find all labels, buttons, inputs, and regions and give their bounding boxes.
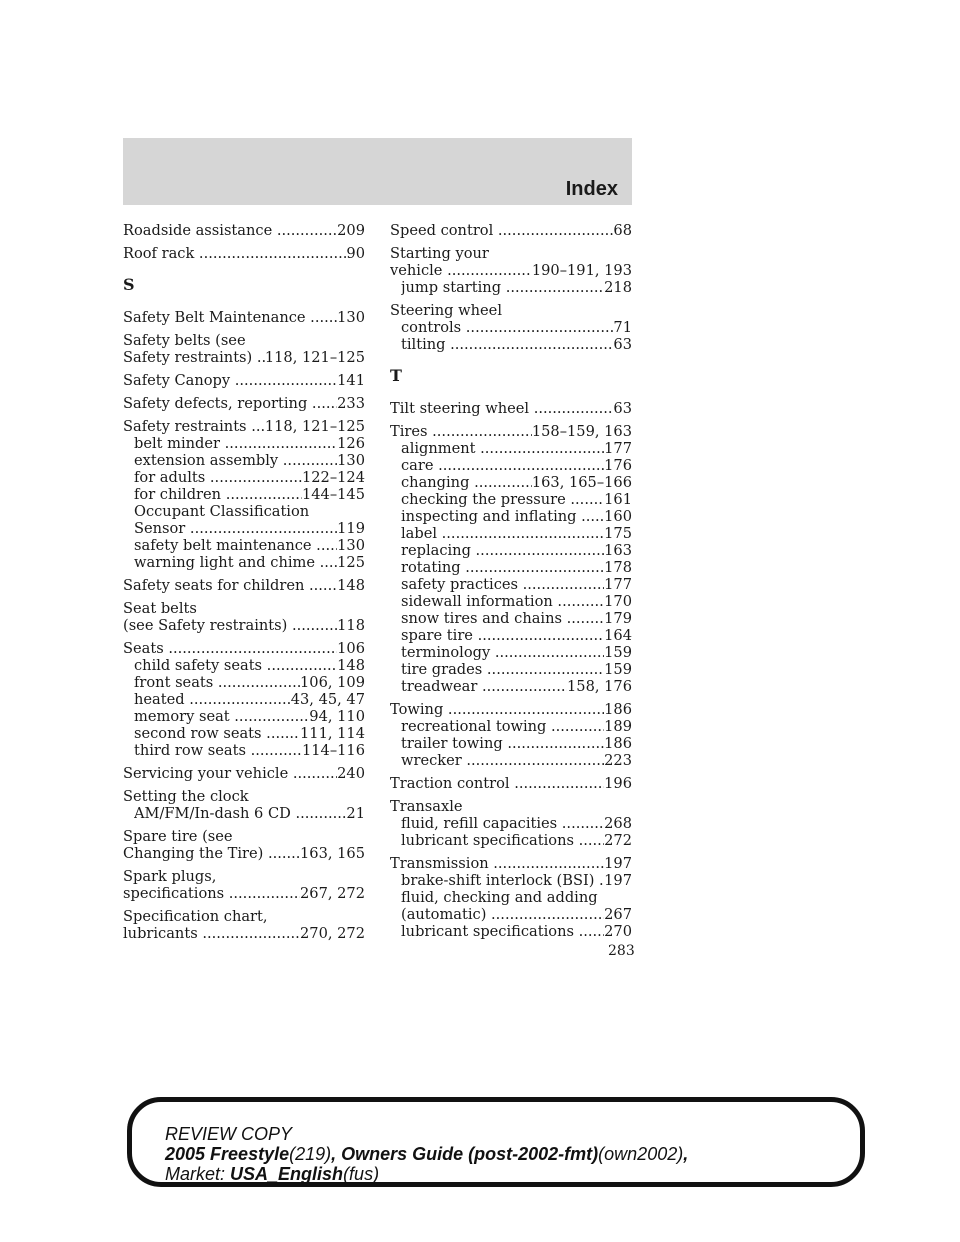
index-term: Roof rack ..... xyxy=(123,245,346,262)
index-page-ref: 43, 45, 47 xyxy=(290,691,365,708)
index-subentry xyxy=(390,661,632,678)
index-page-ref: 209 xyxy=(337,222,365,239)
index-term: for adults ..... xyxy=(134,469,302,486)
index-entry-line xyxy=(123,309,365,326)
index-term: (see Safety restraints) ..... xyxy=(123,617,337,634)
index-entry-text: Safety belts (see xyxy=(123,332,246,349)
index-entry-text: Spark plugs, xyxy=(123,868,217,885)
index-page-ref: 63 xyxy=(613,336,632,353)
index-entry xyxy=(390,302,632,353)
index-page-ref: 148 xyxy=(337,657,365,674)
index-term: tilting ..... xyxy=(401,336,613,353)
index-page-ref: 119 xyxy=(337,520,365,537)
index-page-ref: 21 xyxy=(346,805,365,822)
index-entry xyxy=(123,245,365,262)
index-term: memory seat ..... xyxy=(134,708,309,725)
index-entry-text: fluid, checking and adding xyxy=(401,889,598,906)
index-page-ref: 158, 176 xyxy=(567,678,632,695)
index-page-ref: 163, 165–166 xyxy=(531,474,632,491)
index-term: Seats ..... xyxy=(123,640,337,657)
index-entry xyxy=(390,701,632,769)
index-page-ref: 141 xyxy=(337,372,365,389)
index-entry-line xyxy=(123,395,365,412)
index-entry xyxy=(390,423,632,695)
index-page-ref: 106, 109 xyxy=(300,674,365,691)
index-entry-line xyxy=(123,577,365,594)
index-page-ref: 122–124 xyxy=(301,469,365,486)
index-entry-line xyxy=(123,925,365,942)
index-term: lubricants ..... xyxy=(123,925,300,942)
index-term: care ..... xyxy=(401,457,604,474)
index-page-ref: 106 xyxy=(337,640,365,657)
index-term: lubricant specifications ..... xyxy=(401,923,604,940)
index-term: treadwear ..... xyxy=(401,678,567,695)
index-term: specifications ..... xyxy=(123,885,300,902)
index-subentry xyxy=(390,815,632,832)
index-entry xyxy=(123,788,365,822)
index-entry-line xyxy=(123,640,365,657)
index-entry-line xyxy=(390,775,632,792)
index-page-ref: 197 xyxy=(604,855,632,872)
index-page-ref: 111, 114 xyxy=(300,725,365,742)
index-entry-line xyxy=(390,423,632,440)
index-entry xyxy=(123,332,365,366)
index-entry xyxy=(123,372,365,389)
index-page-ref: 130 xyxy=(337,309,365,326)
index-page-ref: 267, 272 xyxy=(300,885,365,902)
review-market-label: Market: xyxy=(165,1164,226,1184)
index-subentry xyxy=(390,906,632,923)
index-page-ref: 144–145 xyxy=(301,486,365,503)
index-column-left xyxy=(123,222,365,948)
index-term: recreational towing ..... xyxy=(401,718,604,735)
index-entry-line xyxy=(123,222,365,239)
index-page-ref: 270, 272 xyxy=(300,925,365,942)
index-term: rotating ..... xyxy=(401,559,604,576)
index-page-ref: 186 xyxy=(604,735,632,752)
index-term: replacing ..... xyxy=(401,542,604,559)
index-page-ref: 170 xyxy=(604,593,632,610)
index-term: alignment ..... xyxy=(401,440,604,457)
page-title: Index xyxy=(565,178,618,200)
index-page-ref: 218 xyxy=(604,279,632,296)
index-subentry xyxy=(390,336,632,353)
index-subentry xyxy=(390,718,632,735)
index-page-ref: 189 xyxy=(604,718,632,735)
page-number: 283 xyxy=(608,943,635,959)
index-entry-text: Transaxle xyxy=(390,798,463,815)
index-page-ref: 161 xyxy=(604,491,632,508)
index-entry-line xyxy=(390,400,632,417)
index-entry-text: Setting the clock xyxy=(123,788,249,805)
index-term: lubricant specifications ..... xyxy=(401,832,604,849)
index-subentry xyxy=(390,457,632,474)
index-entry xyxy=(123,868,365,902)
index-subentry xyxy=(390,474,632,491)
index-term: brake-shift interlock (BSI) ..... xyxy=(401,872,604,889)
index-subentry xyxy=(390,923,632,940)
index-term: heated ..... xyxy=(134,691,291,708)
index-page-ref: 268 xyxy=(604,815,632,832)
index-term: sidewall information ..... xyxy=(401,593,604,610)
index-term: trailer towing ..... xyxy=(401,735,604,752)
index-page-ref: 272 xyxy=(604,832,632,849)
index-page-ref: 160 xyxy=(604,508,632,525)
index-term: Sensor ..... xyxy=(134,520,337,537)
index-term: snow tires and chains ..... xyxy=(401,610,604,627)
index-subentry xyxy=(390,319,632,336)
index-entry-text: Seat belts xyxy=(123,600,197,617)
index-entry-text: Steering wheel xyxy=(390,302,502,319)
index-page-ref: 130 xyxy=(337,452,365,469)
index-entry-line xyxy=(390,262,632,279)
index-term: Safety defects, reporting ..... xyxy=(123,395,337,412)
index-term: controls ..... xyxy=(401,319,613,336)
index-page-ref: 177 xyxy=(604,440,632,457)
index-term: Servicing your vehicle ..... xyxy=(123,765,337,782)
index-page-ref: 177 xyxy=(604,576,632,593)
index-page-ref: 240 xyxy=(337,765,365,782)
index-entry xyxy=(390,775,632,792)
review-line-2 xyxy=(165,1144,688,1164)
index-entry-line xyxy=(123,845,365,862)
index-term: AM/FM/In-dash 6 CD ..... xyxy=(134,805,346,822)
index-entry-line xyxy=(123,617,365,634)
index-page-ref: 186 xyxy=(604,701,632,718)
index-subentry xyxy=(390,644,632,661)
index-term: Towing ..... xyxy=(390,701,604,718)
index-entry-text: Occupant Classification xyxy=(134,503,310,520)
index-page-ref: 179 xyxy=(604,610,632,627)
index-subentry xyxy=(390,627,632,644)
index-column-right xyxy=(390,222,632,946)
index-term: third row seats ..... xyxy=(134,742,302,759)
index-entry-line xyxy=(123,885,365,902)
index-term: front seats ..... xyxy=(134,674,300,691)
index-page-ref: 270 xyxy=(604,923,632,940)
index-term: Roadside assistance ..... xyxy=(123,222,337,239)
index-subentry xyxy=(123,742,365,759)
index-page-ref: 159 xyxy=(604,644,632,661)
index-entry-line xyxy=(123,245,365,262)
index-subentry xyxy=(123,435,365,452)
index-page-ref: 175 xyxy=(604,525,632,542)
index-term: fluid, refill capacities ..... xyxy=(401,815,604,832)
index-entry-line xyxy=(123,372,365,389)
index-term: Tilt steering wheel ..... xyxy=(390,400,613,417)
index-entry xyxy=(123,222,365,239)
index-term: Transmission ..... xyxy=(390,855,604,872)
index-term: Safety Belt Maintenance ..... xyxy=(123,309,337,326)
index-term: (automatic) ..... xyxy=(401,906,604,923)
index-page-ref: 178 xyxy=(604,559,632,576)
index-page-ref: 164 xyxy=(604,627,632,644)
index-subentry xyxy=(123,520,365,537)
index-term: checking the pressure ..... xyxy=(401,491,604,508)
index-page-ref: 197 xyxy=(604,872,632,889)
index-subentry xyxy=(390,872,632,889)
index-subentry xyxy=(390,752,632,769)
review-guide-code: (own2002) xyxy=(598,1144,684,1164)
index-page-ref: 118 xyxy=(337,617,365,634)
index-term: terminology ..... xyxy=(401,644,604,661)
index-subentry xyxy=(390,610,632,627)
index-entry-text: Starting your xyxy=(390,245,489,262)
index-entry xyxy=(390,400,632,417)
index-term: spare tire ..... xyxy=(401,627,604,644)
index-entry xyxy=(123,828,365,862)
index-subentry xyxy=(390,735,632,752)
review-model: 2005 Freestyle xyxy=(165,1144,290,1164)
index-term: label ..... xyxy=(401,525,604,542)
index-term: warning light and chime ..... xyxy=(134,554,337,571)
index-entry-line xyxy=(123,765,365,782)
index-page-ref: 267 xyxy=(604,906,632,923)
review-market-code: (fus) xyxy=(343,1164,380,1184)
index-page-ref: 163, 165 xyxy=(300,845,365,862)
index-subentry xyxy=(123,657,365,674)
index-term: changing ..... xyxy=(401,474,532,491)
index-term: wrecker ..... xyxy=(401,752,604,769)
index-entry-line xyxy=(123,349,365,366)
index-term: Tires ..... xyxy=(390,423,532,440)
index-entry xyxy=(123,309,365,326)
index-page-ref: 125 xyxy=(337,554,365,571)
index-page-ref: 158–159, 163 xyxy=(531,423,632,440)
index-page-ref: 148 xyxy=(337,577,365,594)
index-page-ref: 233 xyxy=(337,395,365,412)
index-subentry xyxy=(123,469,365,486)
index-entry-line xyxy=(123,418,365,435)
index-subentry xyxy=(390,279,632,296)
index-page-ref: 159 xyxy=(604,661,632,678)
index-page-ref: 118, 121–125 xyxy=(264,349,365,366)
index-page-ref: 176 xyxy=(604,457,632,474)
index-page-ref: 130 xyxy=(337,537,365,554)
index-term: Safety restraints) ..... xyxy=(123,349,265,366)
index-term: for children ..... xyxy=(134,486,302,503)
review-trail: , xyxy=(683,1144,689,1164)
index-term: belt minder ..... xyxy=(134,435,337,452)
index-term: child safety seats ..... xyxy=(134,657,337,674)
index-page-ref: 190–191, 193 xyxy=(531,262,632,279)
index-subentry xyxy=(390,542,632,559)
index-term: Speed control ..... xyxy=(390,222,613,239)
index-page-ref: 126 xyxy=(337,435,365,452)
index-entry xyxy=(390,245,632,296)
index-subentry xyxy=(390,678,632,695)
index-term: vehicle ..... xyxy=(390,262,532,279)
index-entry-text: Spare tire (see xyxy=(123,828,233,845)
index-entry xyxy=(390,798,632,849)
index-term: safety belt maintenance ..... xyxy=(134,537,337,554)
index-term: inspecting and inflating ..... xyxy=(401,508,604,525)
index-entry xyxy=(123,640,365,759)
index-subentry xyxy=(390,832,632,849)
index-entry xyxy=(390,855,632,940)
index-term: Changing the Tire) ..... xyxy=(123,845,300,862)
index-entry-line xyxy=(390,222,632,239)
review-guide: , Owners Guide (post-2002-fmt) xyxy=(331,1144,599,1164)
index-subentry xyxy=(390,576,632,593)
index-page-ref: 90 xyxy=(346,245,365,262)
index-term: second row seats ..... xyxy=(134,725,300,742)
index-term: Traction control ..... xyxy=(390,775,604,792)
index-page-ref: 68 xyxy=(613,222,632,239)
index-subentry xyxy=(390,440,632,457)
index-term: Safety seats for children ..... xyxy=(123,577,337,594)
index-subentry xyxy=(123,691,365,708)
review-line-3 xyxy=(165,1164,688,1184)
index-term: extension assembly ..... xyxy=(134,452,337,469)
index-entry xyxy=(123,908,365,942)
index-entry xyxy=(123,765,365,782)
index-page-ref: 114–116 xyxy=(301,742,365,759)
index-page-ref: 163 xyxy=(604,542,632,559)
index-entry-line xyxy=(390,855,632,872)
header-band xyxy=(123,138,632,205)
index-subentry xyxy=(390,559,632,576)
index-entry xyxy=(123,395,365,412)
index-entry xyxy=(123,577,365,594)
index-subentry xyxy=(123,452,365,469)
index-page-ref: 94, 110 xyxy=(309,708,365,725)
index-subentry xyxy=(390,508,632,525)
index-entry-text: Specification chart, xyxy=(123,908,268,925)
index-page-ref: 223 xyxy=(604,752,632,769)
index-subentry xyxy=(390,593,632,610)
index-page-ref: 71 xyxy=(613,319,632,336)
section-letter: S xyxy=(123,275,135,294)
index-subentry xyxy=(123,486,365,503)
index-subentry xyxy=(390,525,632,542)
index-subentry xyxy=(123,674,365,691)
index-subentry xyxy=(123,805,365,822)
review-model-code: (219) xyxy=(289,1144,332,1164)
index-entry-line xyxy=(390,701,632,718)
index-page-ref: 118, 121–125 xyxy=(264,418,365,435)
index-page-ref: 196 xyxy=(604,775,632,792)
index-entry xyxy=(390,222,632,239)
index-subentry xyxy=(123,554,365,571)
index-term: tire grades ..... xyxy=(401,661,604,678)
index-subentry xyxy=(123,537,365,554)
index-subentry xyxy=(123,708,365,725)
index-term: safety practices ..... xyxy=(401,576,604,593)
index-entry xyxy=(123,600,365,634)
index-subentry xyxy=(123,725,365,742)
section-letter: T xyxy=(390,366,402,385)
index-term: jump starting ..... xyxy=(401,279,604,296)
review-copy-text xyxy=(165,1124,688,1184)
review-market: USA_English xyxy=(230,1164,344,1184)
index-page-ref: 63 xyxy=(613,400,632,417)
index-subentry xyxy=(390,491,632,508)
index-entry xyxy=(123,418,365,571)
index-term: Safety restraints ..... xyxy=(123,418,265,435)
index-term: Safety Canopy ..... xyxy=(123,372,337,389)
review-line-1: REVIEW COPY xyxy=(165,1124,293,1144)
